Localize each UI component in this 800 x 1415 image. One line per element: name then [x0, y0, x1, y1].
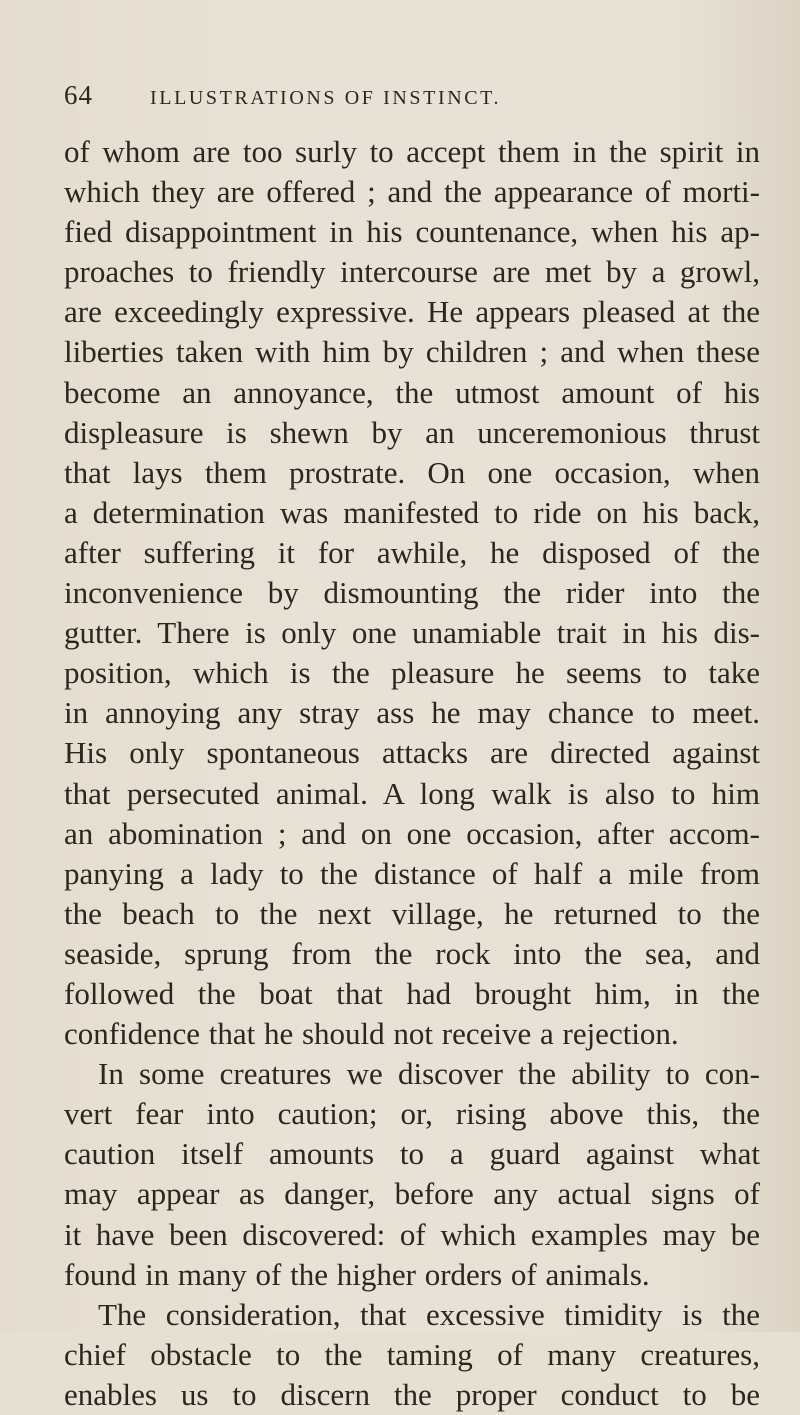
page-number: 64	[64, 80, 93, 110]
text-line: position, which is the pleasure he seems to take	[64, 655, 760, 691]
text-line: inconvenience by dismounting the rider into the	[64, 575, 760, 611]
text-line: are exceedingly expressive. He appears pleased at the	[64, 294, 760, 330]
text-line: The consideration, that excessive timidity is the	[98, 1296, 760, 1332]
text-line: enables us to discern the proper conduct to be	[64, 1376, 760, 1412]
text-line: seaside, sprung from the rock into the sea, and	[64, 935, 760, 971]
text-line: the beach to the next village, he returned to the	[64, 895, 760, 931]
text-line: panying a lady to the distance of half a mile from	[64, 855, 760, 891]
text-line: liberties taken with him by children ; and when these	[64, 334, 760, 370]
text-line: proaches to friendly intercourse are met by a growl,	[64, 254, 760, 290]
text-line: gutter. There is only one unamiable trait in his dis-	[64, 615, 760, 651]
text-line: may appear as danger, before any actual signs of	[64, 1176, 760, 1212]
text-line: of whom are too surly to accept them in the spirit in	[64, 134, 760, 169]
text-line: a determination was manifested to ride on his back,	[64, 494, 760, 530]
page-header	[64, 80, 760, 118]
text-line: become an annoyance, the utmost amount of his	[64, 374, 760, 410]
text-line: in annoying any stray ass he may chance to meet.	[64, 695, 760, 731]
text-line: In some creatures we discover the ability to con-	[98, 1056, 760, 1092]
text-line: found in many of the higher orders of animals.	[64, 1256, 650, 1292]
text-line: that persecuted animal. A long walk is also to him	[64, 775, 760, 811]
text-line: caution itself amounts to a guard against what	[64, 1136, 760, 1172]
text-line: followed the boat that had brought him, in the	[64, 975, 760, 1011]
text-line: displeasure is shewn by an unceremonious thrust	[64, 414, 760, 450]
body-text	[64, 132, 760, 1415]
text-line: fied disappointment in his countenance, when his ap-	[64, 214, 760, 250]
text-line: an abomination ; and on one occasion, after accom-	[64, 815, 760, 851]
text-line: which they are offered ; and the appearance of morti-	[64, 174, 760, 210]
text-line: chief obstacle to the taming of many creatures,	[64, 1336, 760, 1372]
text-line: after suffering it for awhile, he disposed of the	[64, 534, 760, 570]
running-head: ILLUSTRATIONS OF INSTINCT.	[150, 87, 502, 109]
text-line: His only spontaneous attacks are directed against	[64, 735, 760, 771]
text-line: confidence that he should not receive a rejection.	[64, 1016, 679, 1052]
text-line: that lays them prostrate. On one occasion, when	[64, 454, 760, 490]
text-line: vert fear into caution; or, rising above this, the	[64, 1096, 760, 1132]
text-line: it have been discovered: of which examples may be	[64, 1216, 760, 1252]
